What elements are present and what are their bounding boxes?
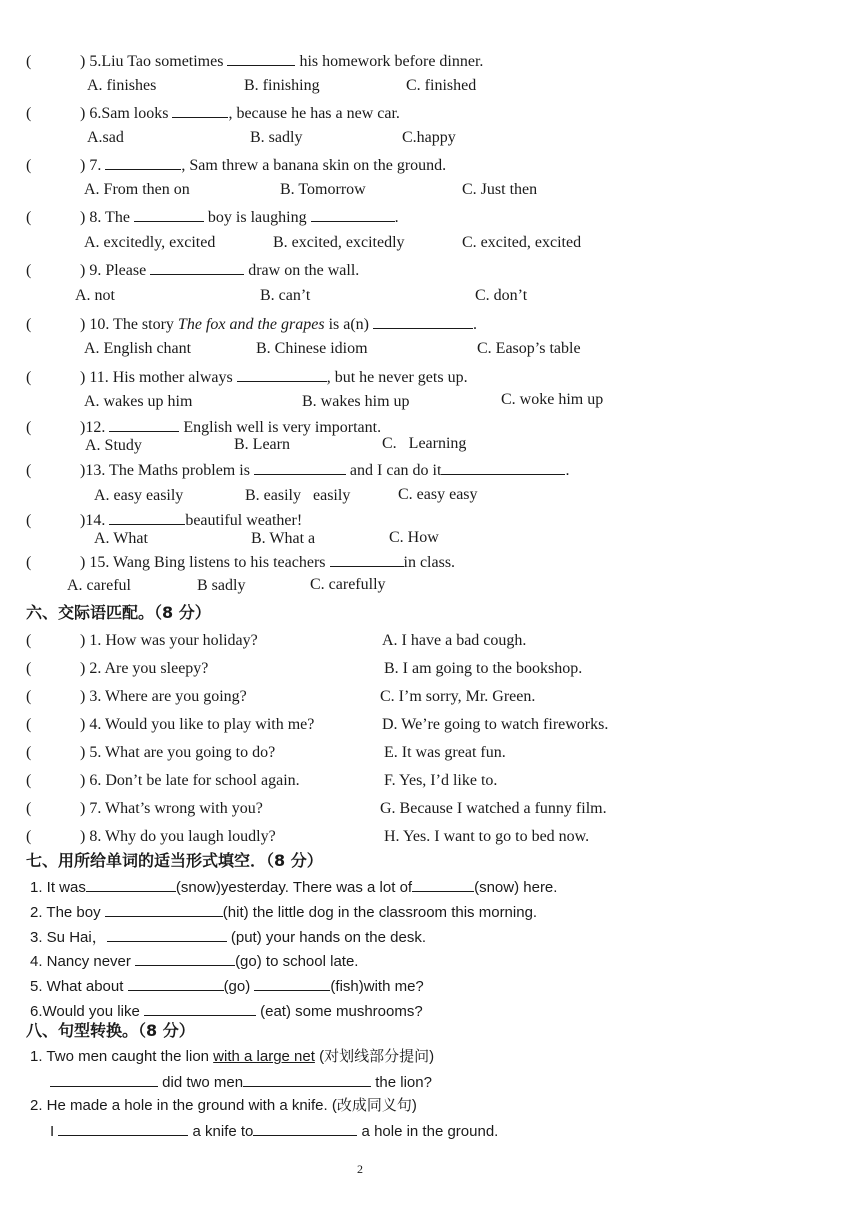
match-question-4: ( ) 4. Would you like to play with me? [26, 716, 315, 733]
mc-question-14: ( )14. beautiful weather! [26, 509, 302, 531]
match-question-1: ( ) 1. How was your holiday? [26, 632, 258, 649]
option-a: A. Study [85, 437, 142, 454]
option-b: B. sadly [250, 129, 303, 146]
fill-item-2: 2. The boy (hit) the little dog in the classroom this morning. [30, 901, 537, 923]
answer-blank[interactable] [50, 1071, 158, 1087]
option-b: B. excited, excitedly [273, 234, 405, 251]
option-c: C.happy [402, 129, 456, 146]
transform-question-2: 2. He made a hole in the ground with a knife. (改成同义句) [30, 1097, 417, 1114]
mc-question-7: ( ) 7. , Sam threw a banana skin on the ground. [26, 154, 446, 176]
option-b: B. finishing [244, 77, 320, 94]
page-number: 2 [357, 1162, 363, 1176]
option-b: B. easily easily [245, 487, 351, 504]
fill-item-1: 1. It was (snow)yesterday. There was a lot of (snow) here. [30, 876, 557, 898]
match-question-5: ( ) 5. What are you going to do? [26, 744, 276, 761]
fill-item-5: 5. What about (go) (fish)with me? [30, 975, 424, 997]
option-a: A. careful [67, 577, 131, 594]
option-a: A. wakes up him [84, 393, 193, 410]
mc-question-6: ( ) 6.Sam looks , because he has a new car. [26, 102, 400, 124]
match-answer-f: F. Yes, I’d like to. [384, 772, 498, 789]
match-question-7: ( ) 7. What’s wrong with you? [26, 800, 263, 817]
answer-blank[interactable] [105, 154, 181, 170]
underlined-phrase: with a large net [213, 1048, 315, 1065]
section-8-title: 八、句型转换。（8 分） [26, 1021, 195, 1040]
option-c: C. How [389, 529, 439, 546]
answer-blank[interactable] [373, 313, 473, 329]
transform-question-1: 1. Two men caught the lion with a large net (对划线部分提问) [30, 1048, 435, 1065]
answer-blank[interactable] [105, 901, 223, 917]
answer-blank[interactable] [412, 876, 474, 892]
match-answer-h: H. Yes. I want to go to bed now. [384, 828, 590, 845]
option-a: A. finishes [87, 77, 157, 94]
option-b: B. can’t [260, 287, 311, 304]
mc-question-15: ( ) 15. Wang Bing listens to his teachers in class. [26, 551, 455, 573]
transform-answer-1: did two men the lion? [50, 1071, 432, 1093]
fill-item-3: 3. Su Hai， (put) your hands on the desk. [30, 926, 426, 948]
option-a: A. English chant [84, 340, 192, 357]
mc-question-8: ( ) 8. The boy is laughing . [26, 206, 399, 228]
option-c: C. Just then [462, 181, 538, 198]
option-c: C. Learning [382, 435, 467, 452]
answer-blank[interactable] [144, 1000, 256, 1016]
match-answer-d: D. We’re going to watch fireworks. [382, 716, 609, 733]
mc-question-5: ( ) 5.Liu Tao sometimes his homework before dinner. [26, 50, 483, 72]
section-7-title: 七、用所给单词的适当形式填空．（8 分） [26, 851, 323, 870]
option-b: B sadly [197, 577, 246, 594]
answer-blank[interactable] [58, 1120, 188, 1136]
match-answer-g: G. Because I watched a funny film. [380, 800, 607, 817]
option-c: C. excited, excited [462, 234, 582, 251]
mc-question-11: ( ) 11. His mother always , but he never gets up. [26, 366, 468, 388]
option-a: A. What [94, 530, 148, 547]
match-answer-e: E. It was great fun. [384, 744, 506, 761]
option-b: B. Tomorrow [280, 181, 366, 198]
answer-blank[interactable] [227, 50, 295, 66]
answer-blank[interactable] [109, 509, 185, 525]
option-c: C. don’t [475, 287, 528, 304]
option-a: A. excitedly, excited [84, 234, 216, 251]
section-6-title: 六、交际语匹配。（8 分） [26, 603, 211, 622]
answer-blank[interactable] [330, 551, 404, 567]
mc-question-10: ( ) 10. The story The fox and the grapes is a(n) . [26, 313, 477, 335]
answer-blank[interactable] [150, 259, 244, 275]
answer-blank[interactable] [135, 950, 235, 966]
match-answer-a: A. I have a bad cough. [382, 632, 527, 649]
match-answer-b: B. I am going to the bookshop. [384, 660, 583, 677]
fill-item-4: 4. Nancy never (go) to school late. [30, 950, 358, 972]
answer-blank[interactable] [253, 1120, 357, 1136]
mc-question-12: ( )12. English well is very important. [26, 416, 381, 438]
answer-blank[interactable] [172, 102, 228, 118]
option-b: B. Chinese idiom [256, 340, 368, 357]
answer-blank[interactable] [254, 459, 346, 475]
match-answer-c: C. I’m sorry, Mr. Green. [380, 688, 536, 705]
match-question-8: ( ) 8. Why do you laugh loudly? [26, 828, 276, 845]
option-b: B. wakes him up [302, 393, 410, 410]
answer-blank[interactable] [311, 206, 395, 222]
answer-blank[interactable] [128, 975, 224, 991]
match-question-2: ( ) 2. Are you sleepy? [26, 660, 209, 677]
answer-blank[interactable] [107, 926, 227, 942]
option-a: A. From then on [84, 181, 190, 198]
answer-blank[interactable] [254, 975, 330, 991]
option-a: A.sad [87, 129, 124, 146]
option-a: A. easy easily [94, 487, 184, 504]
option-c: C. easy easy [398, 486, 478, 503]
answer-blank[interactable] [441, 459, 565, 475]
match-question-6: ( ) 6. Don’t be late for school again. [26, 772, 300, 789]
option-c: C. carefully [310, 576, 386, 593]
transform-answer-2: I a knife to a hole in the ground. [50, 1120, 498, 1142]
mc-question-9: ( ) 9. Please draw on the wall. [26, 259, 359, 281]
match-question-3: ( ) 3. Where are you going? [26, 688, 247, 705]
option-b: B. What a [251, 530, 316, 547]
answer-blank[interactable] [237, 366, 327, 382]
option-c: C. finished [406, 77, 477, 94]
option-b: B. Learn [234, 436, 290, 453]
option-c: C. woke him up [501, 391, 604, 408]
mc-question-13: ( )13. The Maths problem is and I can do it . [26, 459, 569, 481]
answer-blank[interactable] [86, 876, 176, 892]
option-c: C. Easop’s table [477, 340, 581, 357]
fill-item-6: 6.Would you like (eat) some mushrooms? [30, 1000, 423, 1022]
answer-blank[interactable] [134, 206, 204, 222]
answer-blank[interactable] [109, 416, 179, 432]
option-a: A. not [75, 287, 115, 304]
answer-blank[interactable] [243, 1071, 371, 1087]
